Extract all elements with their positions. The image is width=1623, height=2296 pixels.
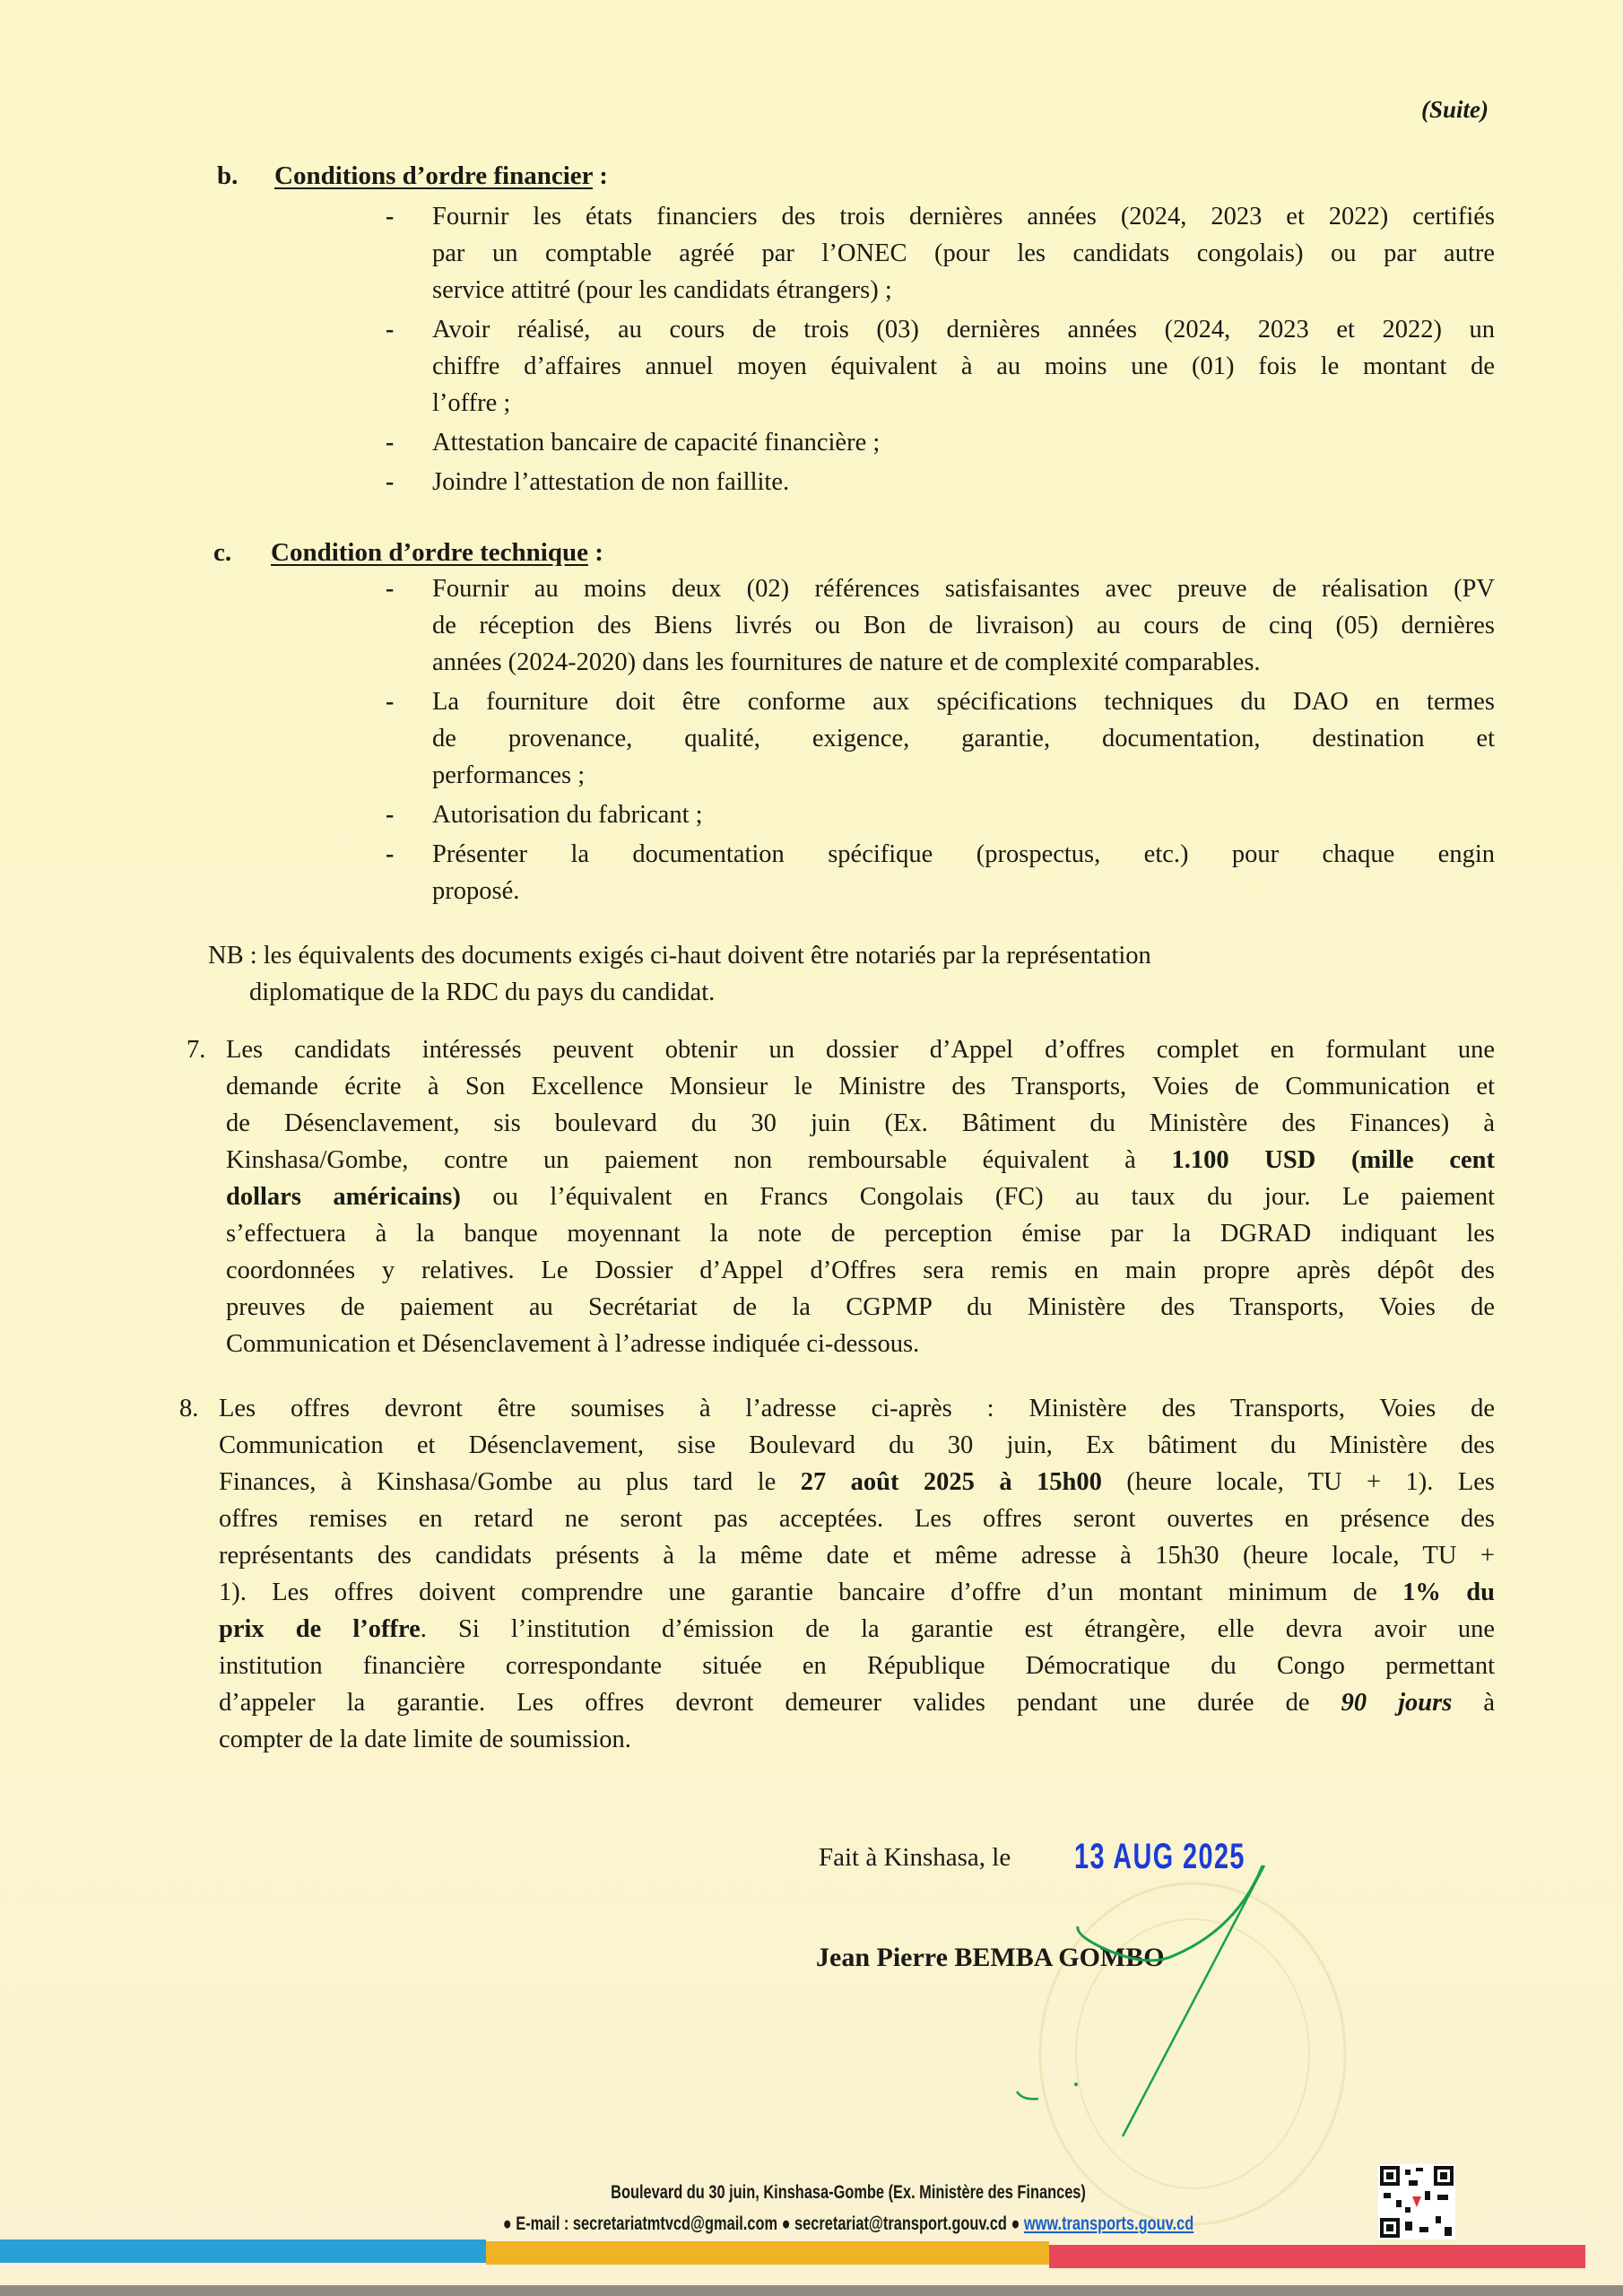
bullet-line — [432, 644, 1495, 681]
bullet-line — [432, 757, 1495, 794]
item-8-paragraph — [179, 1390, 1496, 1758]
paragraph-line — [226, 1326, 1495, 1362]
bullet-line — [432, 348, 1495, 385]
footer-address: Boulevard du 30 juin, Kinshasa-Gombe (Ex. Ministère des Finances) — [611, 2182, 1086, 2203]
text-run: représentants des candidats présents à la même date et même adresse à 15h30 (heure locale, TU + — [219, 1542, 1495, 1570]
heading-colon: : — [593, 161, 608, 190]
text-run: de provenance, qualité, exigence, garantie, documentation, destination et — [432, 725, 1495, 752]
item-number: 8. — [179, 1395, 199, 1422]
bullet-line — [432, 873, 1495, 909]
text-run: La fourniture doit être conforme aux spécifications techniques du DAO en termes — [432, 688, 1495, 716]
text-run: Joindre l’attestation de non faillite. — [432, 468, 790, 496]
bullet-item — [386, 424, 1495, 461]
dash-bullet-icon: - — [386, 575, 395, 603]
dash-bullet-icon: - — [386, 468, 395, 496]
dash-bullet-icon: - — [386, 688, 395, 716]
text-run: chiffre d’affaires annuel moyen équivalent à au moins une (01) fois le montant de — [432, 352, 1495, 380]
text-run: d’appeler la garantie. Les offres devront demeurer valides pendant une durée de — [219, 1689, 1341, 1717]
text-run: 1). Les offres doivent comprendre une garantie bancaire d’offre d’un montant minimum de — [219, 1578, 1403, 1606]
emphasis-text: 1.100 USD (mille cent — [1171, 1146, 1495, 1174]
section-marker: b. — [217, 161, 239, 190]
text-run: Fournir au moins deux (02) références satisfaisantes avec preuve de réalisation (PV — [432, 575, 1495, 603]
text-run: Attestation bancaire de capacité financière ; — [432, 429, 881, 457]
text-run: performances ; — [432, 761, 586, 789]
scan-edge — [0, 2285, 1623, 2296]
text-run: Autorisation du fabricant ; — [432, 801, 703, 829]
text-run: NB : les équivalents des documents exigés ci-haut doivent être notariés par la représentation — [208, 942, 1151, 970]
website-link[interactable]: www.transports.gouv.cd — [1023, 2213, 1194, 2234]
emphasis-text: 1% du — [1402, 1578, 1496, 1606]
place-date-label: Fait à Kinshasa, le — [819, 1843, 1011, 1872]
text-run: Les candidats intéressés peuvent obtenir un dossier d’Appel d’offres complet en formulant une — [226, 1036, 1495, 1064]
text-run: . Si l’institution d’émission de la garantie est étrangère, elle devra avoir une — [420, 1615, 1496, 1643]
text-run: offres remises en retard ne seront pas acceptées. Les offres seront ouvertes en présence des — [219, 1505, 1495, 1533]
text-run: Avoir réalisé, au cours de trois (03) dernières années (2024, 2023 et 2022) un — [432, 316, 1495, 344]
text-run: Présenter la documentation spécifique (prospectus, etc.) pour chaque engin — [432, 840, 1495, 868]
section-c-bullets — [386, 570, 1495, 912]
paragraph-line — [226, 1105, 1495, 1142]
text-run: Kinshasa/Gombe, contre un paiement non remboursable équivalent à — [226, 1146, 1172, 1174]
paragraph-line — [226, 1142, 1495, 1178]
flag-bar-red — [1049, 2245, 1585, 2268]
dash-bullet-icon: - — [386, 801, 395, 829]
text-run: compter de la date limite de soumission. — [219, 1726, 631, 1753]
text-run: proposé. — [432, 877, 520, 905]
continuation-label: (Suite) — [1420, 96, 1488, 123]
paragraph-line — [226, 1215, 1495, 1252]
bullet-icon: ● — [1011, 2213, 1020, 2234]
heading-colon: : — [587, 538, 603, 567]
paragraph-line — [219, 1390, 1495, 1427]
item-7-paragraph — [187, 1031, 1495, 1362]
section-title: Conditions d’ordre financier — [274, 161, 594, 190]
text-run: l’offre ; — [432, 389, 511, 417]
emphasis-text: dollars américains) — [226, 1183, 461, 1211]
email-link-1[interactable]: secretariatmtvcd@gmail.com — [572, 2213, 778, 2234]
section-marker: c. — [213, 538, 232, 567]
item-number: 7. — [187, 1036, 206, 1064]
text-run: Les offres devront être soumises à l’adresse ci-après : Ministère des Transports, Voies de — [219, 1395, 1495, 1422]
bullet-line — [432, 424, 1495, 461]
nb-line — [208, 937, 1463, 974]
paragraph-line — [219, 1721, 1495, 1758]
bullet-line — [432, 683, 1495, 720]
dash-bullet-icon: - — [386, 316, 395, 344]
date-stamp: 13 AUG 2025 — [1074, 1837, 1245, 1876]
bullet-line — [432, 570, 1495, 607]
text-run: Finances, à Kinshasa/Gombe au plus tard le — [219, 1468, 801, 1496]
dash-bullet-icon: - — [386, 840, 395, 868]
bullet-line — [432, 272, 1495, 309]
footer-contacts — [429, 2209, 1268, 2239]
text-run: service attitré (pour les candidats étrangers) ; — [432, 276, 892, 304]
signatory-name: Jean Pierre BEMBA GOMBO — [816, 1943, 1165, 1972]
section-c-heading — [213, 535, 603, 571]
paragraph-line — [219, 1427, 1495, 1464]
paragraph-line — [226, 1252, 1495, 1289]
bullet-icon: ● — [781, 2213, 791, 2234]
text-run: de réception des Biens livrés ou Bon de livraison) au cours de cinq (05) dernières — [432, 612, 1495, 639]
bullet-line — [432, 464, 1495, 500]
text-run: Fournir les états financiers des trois dernières années (2024, 2023 et 2022) certifiés — [432, 203, 1495, 230]
bullet-line — [432, 720, 1495, 757]
section-title: Condition d’ordre technique — [271, 538, 588, 567]
bullet-item — [386, 796, 1495, 833]
bullet-line — [432, 235, 1495, 272]
bullet-item — [386, 198, 1495, 309]
paragraph-line — [219, 1648, 1495, 1684]
text-run: années (2024-2020) dans les fournitures de nature et de complexité comparables. — [432, 648, 1261, 676]
flag-bar-blue — [0, 2239, 486, 2263]
text-run: ou l’équivalent en Francs Congolais (FC) au taux du jour. Le paiement — [460, 1183, 1495, 1211]
text-run: Communication et Désenclavement à l’adresse indiquée ci-dessous. — [226, 1330, 920, 1358]
bullet-line — [432, 198, 1495, 235]
flag-bar-yellow — [486, 2241, 1049, 2265]
dash-bullet-icon: - — [386, 203, 395, 230]
bullet-item — [386, 311, 1495, 422]
bullet-line — [432, 607, 1495, 644]
paragraph-line — [219, 1537, 1495, 1574]
dash-bullet-icon: - — [386, 429, 395, 457]
text-run: s’effectuera à la banque moyennant la note de perception émise par la DGRAD indiquant les — [226, 1220, 1495, 1248]
text-run: demande écrite à Son Excellence Monsieur le Ministre des Transports, Voies de Communication et — [226, 1073, 1495, 1100]
text-run: diplomatique de la RDC du pays du candidat. — [249, 978, 716, 1006]
bullet-icon: ● — [502, 2213, 512, 2234]
paragraph-line — [219, 1500, 1495, 1537]
paragraph-line — [219, 1611, 1495, 1648]
paragraph-line — [219, 1464, 1495, 1500]
bullet-line — [432, 311, 1495, 348]
text-run: coordonnées y relatives. Le Dossier d’Appel d’Offres sera remis en main propre après dépôt des — [226, 1257, 1495, 1284]
handwritten-signature-icon — [968, 1857, 1291, 2144]
text-run: de Désenclavement, sis boulevard du 30 juin (Ex. Bâtiment du Ministère des Finances) à — [226, 1109, 1495, 1137]
text-run: par un comptable agréé par l’ONEC (pour les candidats congolais) ou par autre — [432, 239, 1495, 267]
paragraph-line — [226, 1068, 1495, 1105]
text-run: Communication et Désenclavement, sise Boulevard du 30 juin, Ex bâtiment du Ministère des — [219, 1431, 1495, 1459]
nb-note — [208, 937, 1463, 1011]
bullet-item — [386, 836, 1495, 909]
bullet-line — [432, 796, 1495, 833]
emphasis-text: prix de l’offre — [219, 1615, 421, 1643]
nb-line — [208, 974, 1463, 1011]
paragraph-line — [219, 1684, 1495, 1721]
paragraph-line — [226, 1031, 1495, 1068]
email-label: E-mail : — [516, 2213, 569, 2234]
section-b-heading — [217, 158, 608, 195]
bullet-line — [432, 385, 1495, 422]
bullet-item — [386, 464, 1495, 500]
text-run: à — [1452, 1689, 1496, 1717]
paragraph-line — [219, 1574, 1495, 1611]
text-run: (heure locale, TU + 1). Les — [1101, 1468, 1495, 1496]
qr-code-icon — [1378, 2164, 1455, 2239]
text-run: institution financière correspondante située en République Démocratique du Congo permettant — [219, 1652, 1495, 1680]
section-b-bullets — [386, 198, 1495, 503]
text-run: preuves de paiement au Secrétariat de la CGPMP du Ministère des Transports, Voies de — [226, 1293, 1495, 1321]
bullet-item — [386, 570, 1495, 681]
bullet-line — [432, 836, 1495, 873]
emphasis-text: 27 août 2025 à 15h00 — [800, 1468, 1102, 1496]
email-link-2[interactable]: secretariat@transport.gouv.cd — [794, 2213, 1007, 2234]
bullet-item — [386, 683, 1495, 794]
paragraph-line — [226, 1289, 1495, 1326]
emphasis-text: 90 jours — [1341, 1689, 1453, 1717]
paragraph-line — [226, 1178, 1495, 1215]
